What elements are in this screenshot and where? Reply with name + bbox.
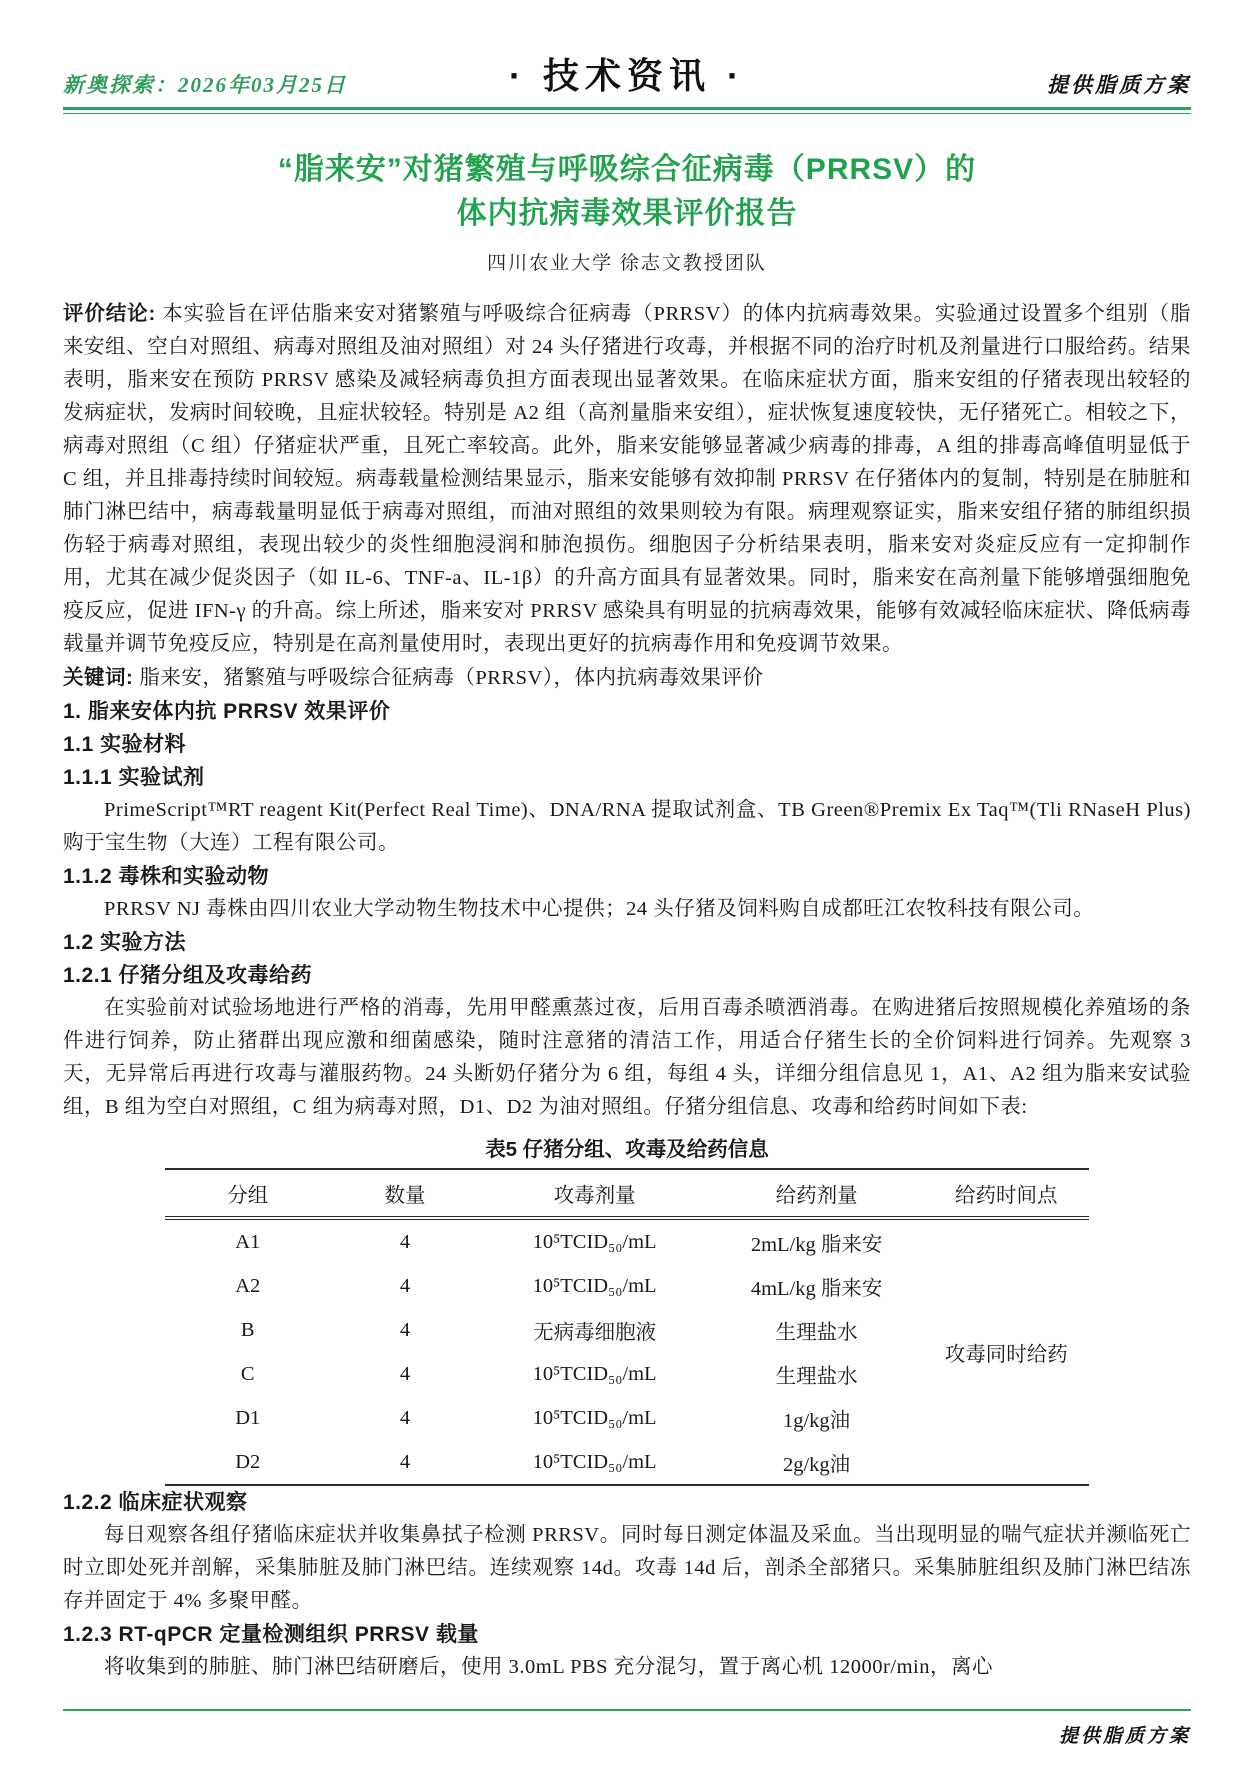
- cell-count: 4: [399, 1450, 411, 1473]
- cell-challenge-dose: 10⁵TCID₅₀/mL: [532, 1274, 657, 1297]
- cell-count: 4: [399, 1406, 411, 1429]
- keywords-line: [63, 661, 1191, 695]
- section-heading-1-1-2: 1.1.2 毒株和实验动物: [63, 865, 270, 888]
- cell-drug-dose: 2g/kg油: [782, 1454, 851, 1476]
- abstract-text: 本实验旨在评估脂来安对猪繁殖与呼吸综合征病毒（PRRSV）的体内抗病毒效果。实验通过设置多个组别（脂来安组、空白对照组、病毒对照组及油对照组）对 24 头仔猪进行攻毒，并根据不同的治疗时机及剂量进行口服给药。结果表明，脂来安在预防 PRRSV 感染及减轻病毒负担方面表现出显著效果。在临床症状方面，脂来安组的仔猪表现出较轻的发病症状，发病时间较晚，且症状较轻。特别是 A2 组（高剂量脂来安组），症状恢复速度较快，无仔猪死亡。相较之下，病毒对照组（C 组）仔猪症状严重，且死亡率较高。此外，脂来安能够显著减少病毒的排毒，A 组的排毒高峰值明显低于 C 组，并且排毒持续时间较短。病毒载量检测结果显示，脂来安能够有效抑制 PRRSV 在仔猪体内的复制，特别是在肺脏和肺门淋巴结中，病毒载量明显低于病毒对照组，而油对照组的效果则较为有限。病理观察证实，脂来安组仔猪的肺组织损伤轻于病毒对照组，表现出较少的炎性细胞浸润和肺泡损伤。细胞因子分析结果表明，脂来安对炎症反应有一定抑制作用，尤其在减少促炎因子（如 IL-6、TNF-a、IL-1β）的升高方面具有显著效果。同时，脂来安在高剂量下能够增强细胞免疫反应，促进 IFN-γ 的升高。综上所述，脂来安对 PRRSV 感染具有明显的抗病毒效果，能够有效减轻临床症状、降低病毒载量并调节免疫反应，特别是在高剂量使用时，表现出更好的抗病毒作用和免疫调节效果。: [63, 303, 1192, 655]
- cell-group: A2: [235, 1274, 261, 1297]
- header-slogan: 提供脂质方案: [1047, 73, 1191, 97]
- cell-count: 4: [399, 1318, 411, 1341]
- cell-challenge-dose: 10⁵TCID₅₀/mL: [532, 1362, 657, 1385]
- section-heading-1-1-1: 1.1.1 实验试剂: [63, 766, 205, 789]
- paragraph-rtqpcr: 将收集到的肺脏、肺门淋巴结研磨后，使用 3.0mL PBS 充分混匀，置于离心机 12000r/min，离心: [104, 1656, 993, 1678]
- col-header-drug-dose: 给药剂量: [710, 1169, 923, 1218]
- abstract-label: 评价结论:: [63, 302, 156, 325]
- cell-group: C: [240, 1362, 255, 1385]
- section-heading-1-2: 1.2 实验方法: [63, 931, 187, 954]
- author-line: 四川农业大学 徐志文教授团队: [487, 253, 767, 274]
- cell-drug-dose: 生理盐水: [775, 1322, 858, 1344]
- page-title-line1: “脂来安”对猪繁殖与呼吸综合征病毒（PRRSV）的: [277, 153, 977, 186]
- paragraph-clinical-observation: 每日观察各组仔猪临床症状并收集鼻拭子检测 PRRSV。同时每日测定体温及采血。当出现明显的喘气症状并濒临死亡时立即处死并剖解，采集肺脏及肺门淋巴结。连续观察 14d。攻毒 14d 后，剖杀全部猪只。采集肺脏组织及肺门淋巴结冻存并固定于 4% 多聚甲醛。: [63, 1524, 1191, 1612]
- page-footer: [63, 1709, 1191, 1748]
- section-heading-1-2-1: 1.2.1 仔猪分组及攻毒给药: [63, 964, 313, 987]
- cell-group: B: [240, 1318, 255, 1341]
- paragraph-grouping: 在实验前对试验场地进行严格的消毒，先用甲醛熏蒸过夜，后用百毒杀喷洒消毒。在购进猪后按照规模化养殖场的条件进行饲养，防止猪群出现应激和细菌感染，随时注意猪的清洁工作，用适合仔猪生长的全价饲料进行饲养。先观察 3 天，无异常后再进行攻毒与灌服药物。24 头断奶仔猪分为 6 组，每组 4 头，详细分组信息见 1，A1、A2 组为脂来安试验组，B 组为空白对照组，C 组为病毒对照，D1、D2 为油对照组。仔猪分组信息、攻毒和给药时间如下表:: [63, 997, 1191, 1118]
- table-caption: 表5 仔猪分组、攻毒及给药信息: [485, 1138, 769, 1161]
- cell-challenge-dose: 10⁵TCID₅₀/mL: [532, 1230, 657, 1253]
- cell-challenge-dose: 10⁵TCID₅₀/mL: [532, 1406, 657, 1429]
- page-title: [63, 148, 1191, 236]
- paragraph-reagents: PrimeScript™RT reagent Kit(Perfect Real Time)、DNA/RNA 提取试剂盒、TB Green®Premix Ex Taq™(Tli RNaseH Plus) 购于宝生物（大连）工程有限公司。: [63, 799, 1191, 854]
- col-header-dosing-time: 给药时间点: [923, 1169, 1090, 1218]
- col-header-group: 分组: [165, 1169, 331, 1218]
- col-header-count: 数量: [331, 1169, 479, 1218]
- col-header-challenge-dose: 攻毒剂量: [479, 1169, 710, 1218]
- cell-count: 4: [399, 1362, 411, 1385]
- cell-challenge-dose: 无病毒细胞液: [533, 1322, 657, 1344]
- cell-count: 4: [399, 1274, 411, 1297]
- page-title-line2: 体内抗病毒效果评价报告: [456, 197, 798, 230]
- cell-challenge-dose: 10⁵TCID₅₀/mL: [532, 1450, 657, 1473]
- section-heading-1-2-3: 1.2.3 RT-qPCR 定量检测组织 PRRSV 载量: [63, 1623, 479, 1646]
- section-heading-1-2-2: 1.2.2 临床症状观察: [63, 1491, 248, 1514]
- group-table: [165, 1168, 1090, 1486]
- paragraph-virus-animals: PRRSV NJ 毒株由四川农业大学动物生物技术中心提供；24 头仔猪及饲料购自成都旺江农牧科技有限公司。: [104, 898, 1095, 920]
- footer-slogan: 提供脂质方案: [1058, 1726, 1191, 1747]
- cell-drug-dose: 2mL/kg 脂来安: [750, 1234, 883, 1256]
- cell-drug-dose: 生理盐水: [775, 1366, 858, 1388]
- cell-drug-dose: 4mL/kg 脂来安: [750, 1278, 883, 1300]
- document-body: [63, 297, 1191, 1684]
- cell-group: D2: [235, 1450, 261, 1473]
- page-header: [63, 48, 1191, 107]
- keywords-label: 关键词:: [63, 666, 134, 689]
- masthead-title: · 技术资讯 ·: [509, 55, 745, 96]
- cell-drug-dose: 1g/kg油: [782, 1410, 851, 1432]
- header-divider: [63, 107, 1191, 114]
- section-heading-1-1: 1.1 实验材料: [63, 733, 187, 756]
- cell-group: D1: [235, 1406, 261, 1429]
- cell-count: 4: [399, 1230, 411, 1253]
- table-row: [165, 1218, 1090, 1264]
- section-heading-1: 1. 脂来安体内抗 PRRSV 效果评价: [63, 700, 391, 723]
- table-header-row: [165, 1169, 1090, 1218]
- footer-divider: [63, 1709, 1191, 1711]
- cell-dosing-time-merged: 攻毒同时给药: [944, 1344, 1068, 1366]
- abstract-paragraph: [63, 297, 1191, 661]
- header-date-script: 新奥探索：2026年03月25日: [63, 73, 347, 97]
- keywords-text: 脂来安，猪繁殖与呼吸综合征病毒（PRRSV），体内抗病毒效果评价: [139, 667, 764, 689]
- cell-group: A1: [235, 1230, 261, 1253]
